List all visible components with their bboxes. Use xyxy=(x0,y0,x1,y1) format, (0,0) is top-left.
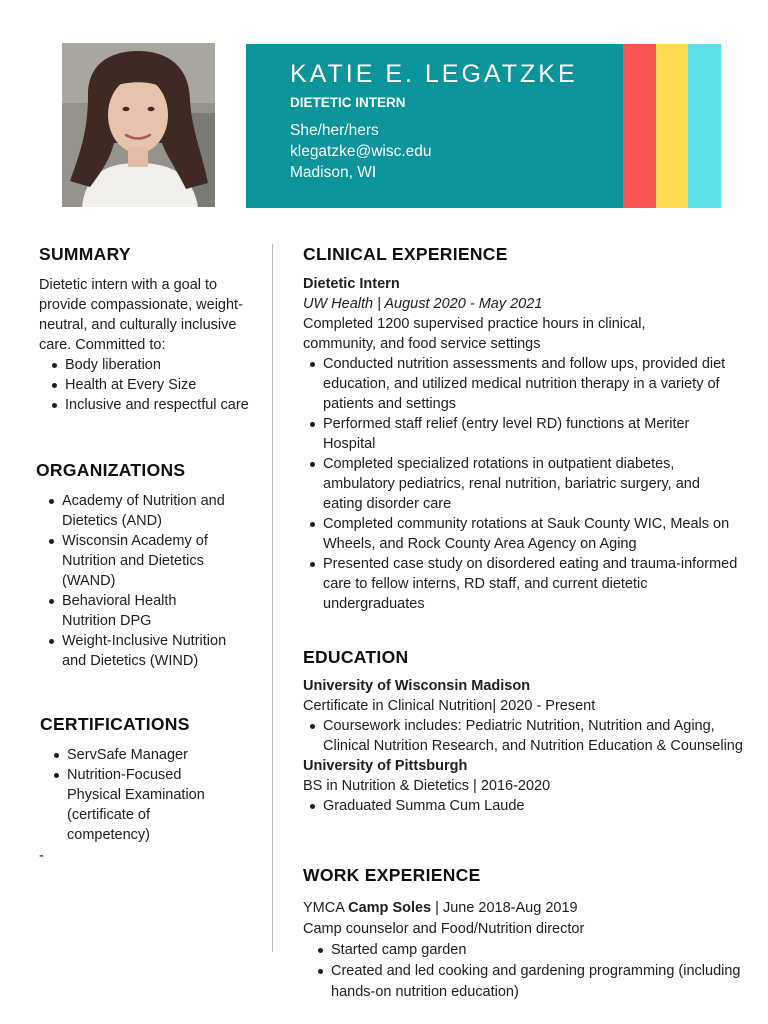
summary-title: SUMMARY xyxy=(39,244,131,264)
work-org-line xyxy=(303,898,743,919)
list-item: Weight-Inclusive Nutrition and Dietetics (WIND) xyxy=(42,631,257,671)
school-name: University of Wisconsin Madison xyxy=(303,678,531,694)
list-item: ServSafe Manager xyxy=(47,745,237,765)
list-item: Health at Every Size xyxy=(45,375,254,395)
clinical-experience-title: CLINICAL EXPERIENCE xyxy=(303,244,508,264)
list-item: Started camp garden xyxy=(311,940,743,961)
work-role: Camp counselor and Food/Nutrition director xyxy=(303,921,585,937)
certifications-section xyxy=(47,745,237,845)
pronouns: She/her/hers xyxy=(290,122,379,139)
work-dates: | June 2018-Aug 2019 xyxy=(435,900,578,916)
list-item: Performed staff relief (entry level RD) functions at Meriter Hospital xyxy=(303,414,748,454)
work-list xyxy=(311,940,743,1003)
education-title: EDUCATION xyxy=(303,647,409,667)
list-item: Academy of Nutrition and Dietetics (AND) xyxy=(42,491,257,531)
school-name: University of Pittsburgh xyxy=(303,758,468,774)
list-item: Conducted nutrition assessments and follow ups, provided diet education, and utilized medical nutrition therapy in a variety of patients and settings xyxy=(303,354,748,414)
clinical-description: Completed 1200 supervised practice hours in clinical, community, and food service settings xyxy=(303,316,646,352)
accent-stripe-red xyxy=(623,44,656,208)
work-experience-section xyxy=(303,898,743,1003)
work-experience-title: WORK EXPERIENCE xyxy=(303,865,481,885)
accent-stripe-cyan xyxy=(688,44,721,208)
list-item: Completed community rotations at Sauk County WIC, Meals on Wheels, and Rock County Area Agency on Aging xyxy=(303,514,748,554)
organizations-list xyxy=(42,491,257,671)
list-item: Nutrition-Focused Physical Examination (certificate of competency) xyxy=(47,765,237,845)
list-item: Body liberation xyxy=(45,355,254,375)
accent-stripe-yellow xyxy=(656,44,689,208)
summary-text: Dietetic intern with a goal to provide compassionate, weight-neutral, and culturally inclusive care. Committed to: xyxy=(39,277,243,353)
work-org-prefix: YMCA xyxy=(303,900,345,916)
candidate-name: KATIE E. LEGATZKE xyxy=(290,60,578,88)
certifications-title: CERTIFICATIONS xyxy=(40,714,190,734)
header-banner xyxy=(246,44,623,208)
school-list xyxy=(303,716,748,756)
certifications-list xyxy=(47,745,237,845)
list-item: Graduated Summa Cum Laude xyxy=(303,796,748,816)
school-detail: Certificate in Clinical Nutrition| 2020 - Present xyxy=(303,698,596,714)
organizations-section xyxy=(42,491,257,671)
summary-section xyxy=(39,275,254,415)
clinical-org-dates: UW Health | August 2020 - May 2021 xyxy=(303,296,543,312)
contact-info xyxy=(290,120,432,183)
list-item: Created and led cooking and gardening programming (including hands-on nutrition education) xyxy=(311,961,743,1003)
list-item: Inclusive and respectful care xyxy=(45,395,254,415)
school-list xyxy=(303,796,748,816)
email[interactable]: klegatzke@wisc.edu xyxy=(290,143,432,160)
candidate-role: DIETETIC INTERN xyxy=(290,95,406,110)
location: Madison, WI xyxy=(290,164,377,181)
summary-list xyxy=(45,355,254,415)
list-item: Behavioral Health Nutrition DPG xyxy=(42,591,257,631)
organizations-title: ORGANIZATIONS xyxy=(36,460,186,480)
education-section xyxy=(303,676,748,816)
school-detail: BS in Nutrition & Dietetics | 2016-2020 xyxy=(303,778,551,794)
list-item: Wisconsin Academy of Nutrition and Dietetics (WAND) xyxy=(42,531,257,591)
list-item: Coursework includes: Pediatric Nutrition, Nutrition and Aging, Clinical Nutrition Research, and Nutrition Education & Counseling xyxy=(303,716,748,756)
list-item: Completed specialized rotations in outpatient diabetes, ambulatory pediatrics, renal nutrition, bariatric surgery, and eating disorder care xyxy=(303,454,748,514)
clinical-position: Dietetic Intern xyxy=(303,276,400,292)
trailing-dash: - xyxy=(39,848,44,864)
work-org-name: Camp Soles xyxy=(348,900,432,916)
column-divider xyxy=(272,244,273,952)
clinical-experience-section xyxy=(303,274,748,614)
clinical-list xyxy=(303,354,748,614)
list-item: Presented case study on disordered eating and trauma-informed care to fellow interns, RD staff, and current dietetic undergraduates xyxy=(303,554,748,614)
profile-photo xyxy=(62,43,215,207)
